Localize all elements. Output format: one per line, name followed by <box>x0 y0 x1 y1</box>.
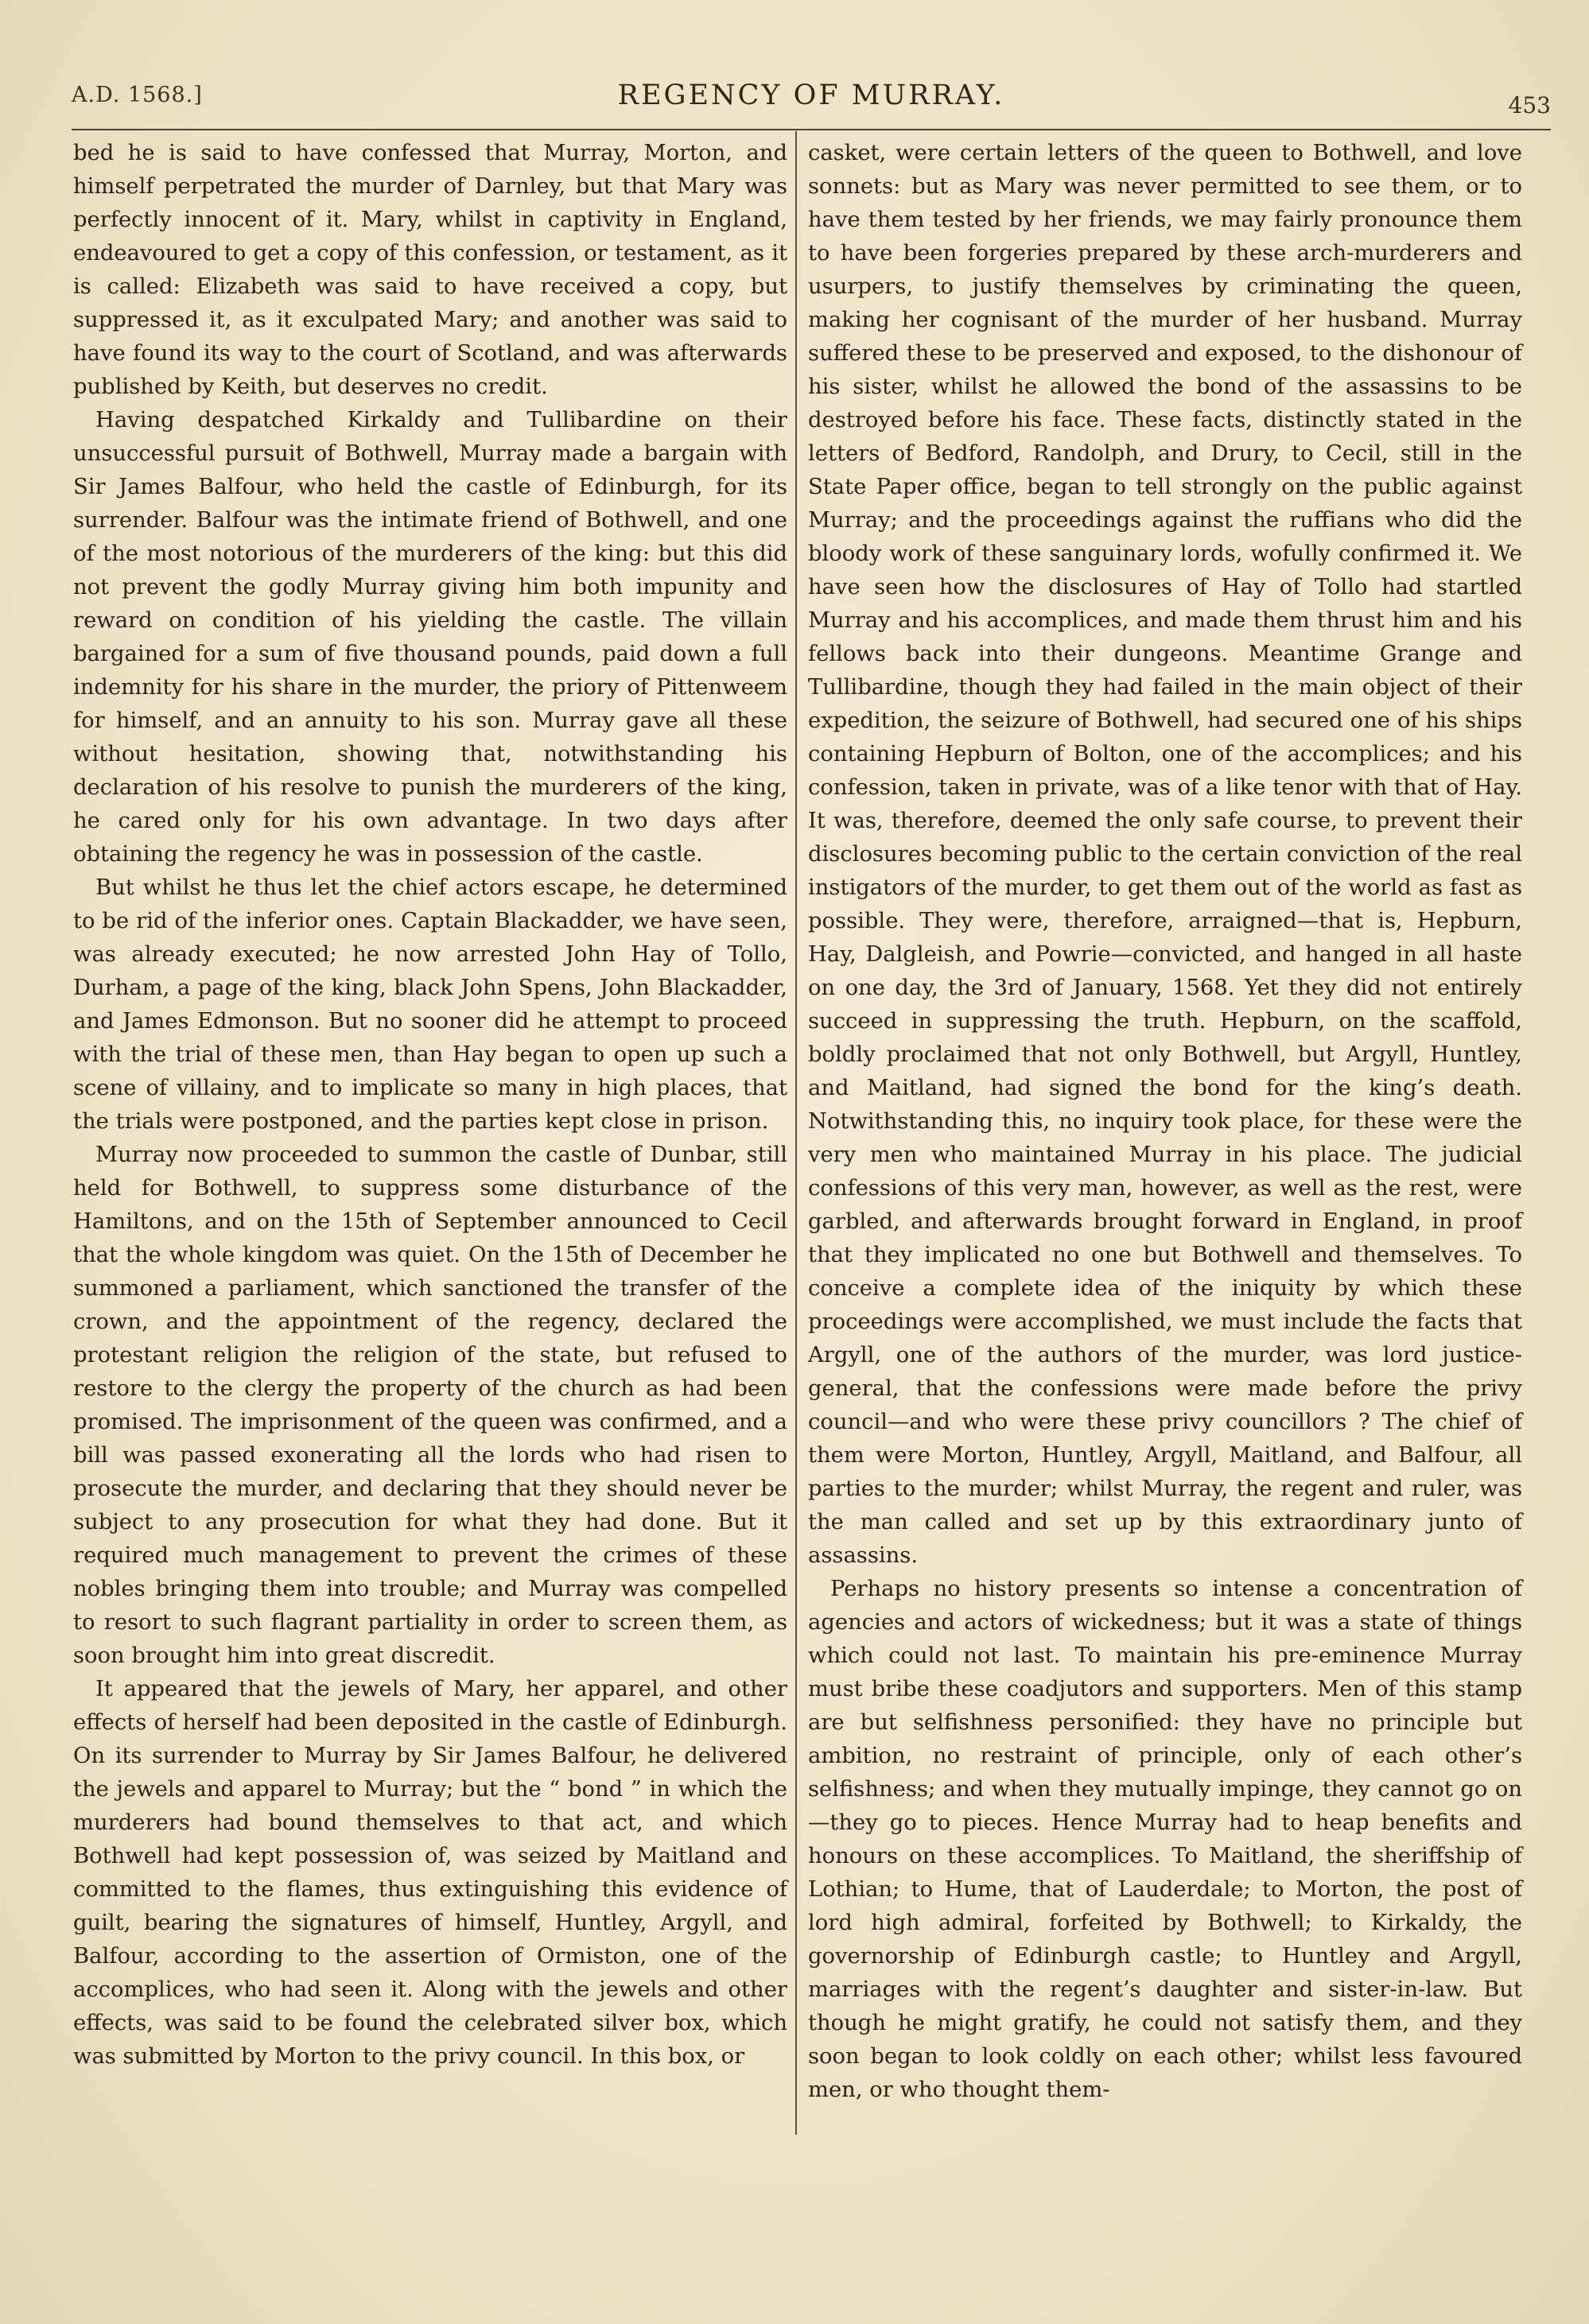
header-rule <box>72 129 1551 130</box>
header-date: A.D. 1568.] <box>72 83 203 107</box>
paragraph: Perhaps no history presents so intense a concentration of agencies and actors of wickedness; but it was a state of things which could not last. To maintain his pre-eminence Murray must bribe these coadjutors and supporters. Men of this stamp are but selfishness personified: they have no principle but ambition, no restraint of principle, only of each other’s selfishness; and when they mutually impinge, they cannot go on—they go to pieces. Hence Murray had to heap benefits and honours on these accomplices. To Maitland, the sheriffship of Lothian; to Hume, that of Lauderdale; to Morton, the post of lord high admiral, forfeited by Bothwell; to Kirkaldy, the governorship of Edinburgh castle; to Huntley and Argyll, marriages with the regent’s daughter and sister-in-law. But though he might gratify, he could not satisfy them, and they soon began to look coldly on each other; whilst less favoured men, or who thought them- <box>808 1577 1522 2102</box>
page-header <box>72 80 1551 127</box>
paragraph: Having despatched Kirkaldy and Tullibardine on their unsuccessful pursuit of Bothwell, Murray made a bargain with Sir James Balfour, who held the castle of Edinburgh, for its surrender. Balfour was the intimate friend of Bothwell, and one of the most notorious of the murderers of the king: but this did not prevent the godly Murray giving him both impunity and reward on condition of his yielding the castle. The villain bargained for a sum of five thousand pounds, paid down a full indemnity for his share in the murder, the priory of Pittenweem for himself, and an annuity to his son. Murray gave all these without hesitation, showing that, notwithstanding his declaration of his resolve to punish the murderers of the king, he cared only for his own advantage. In two days after obtaining the regency he was in possession of the castle. <box>73 408 787 867</box>
paragraph: Murray now proceeded to summon the castle of Dunbar, still held for Bothwell, to suppress some disturbance of the Hamiltons, and on the 15th of September announced to Cecil that the whole kingdom was quiet. On the 15th of December he summoned a parliament, which sanctioned the transfer of the crown, and the appointment of the regency, declared the protestant religion the religion of the state, but refused to restore to the clergy the property of the church as had been promised. The imprisonment of the queen was confirmed, and a bill was passed exonerating all the lords who had risen to prosecute the murder, and declaring that they should never be subject to any prosecution for what they had done. But it required much management to prevent the crimes of these nobles bringing them into trouble; and Murray was compelled to resort to such flagrant partiality in order to screen them, as soon brought him into great discredit. <box>73 1143 787 1668</box>
column-divider <box>795 131 797 2135</box>
left-column <box>73 137 787 2074</box>
running-title: REGENCY OF MURRAY. <box>617 80 1005 111</box>
paragraph: bed he is said to have confessed that Murray, Morton, and himself perpetrated the murder of Darnley, but that Mary was perfectly innocent of it. Mary, whilst in captivity in England, endeavoured to get a copy of this confession, or testament, as it is called: Elizabeth was said to have received a copy, but suppressed it, as it exculpated Mary; and another was said to have found its way to the court of Scotland, and was afterwards published by Keith, but deserves no credit. <box>73 141 787 399</box>
right-column <box>808 137 1522 2107</box>
paragraph: But whilst he thus let the chief actors escape, he determined to be rid of the inferior ones. Captain Blackadder, we have seen, was already executed; he now arrested John Hay of Tollo, Durham, a page of the king, black John Spens, John Blackadder, and James Edmonson. But no sooner did he attempt to proceed with the trial of these men, than Hay began to open up such a scene of villainy, and to implicate so many in high places, that the trials were postponed, and the parties kept close in prison. <box>73 875 787 1134</box>
paragraph: casket, were certain letters of the queen to Bothwell, and love sonnets: but as Mary was never permitted to see them, or to have them tested by her friends, we may fairly pronounce them to have been forgeries prepared by these arch-murderers and usurpers, to justify themselves by criminating the queen, making her cognisant of the murder of her husband. Murray suffered these to be preserved and exposed, to the dishonour of his sister, whilst he allowed the bond of the assassins to be destroyed before his face. These facts, distinctly stated in the letters of Bedford, Randolph, and Drury, to Cecil, still in the State Paper office, began to tell strongly on the public against Murray; and the proceedings against the ruffians who did the bloody work of these sanguinary lords, wofully confirmed it. We have seen how the disclosures of Hay of Tollo had startled Murray and his accomplices, and made them thrust him and his fellows back into their dungeons. Meantime Grange and Tullibardine, though they had failed in the main object of their expedition, the seizure of Bothwell, had secured one of his ships containing Hepburn of Bolton, one of the accomplices; and his confession, taken in private, was of a like tenor with that of Hay. It was, therefore, deemed the only safe course, to prevent their disclosures becoming public to the certain conviction of the real instigators of the murder, to get them out of the world as fast as possible. They were, therefore, arraigned—that is, Hepburn, Hay, Dalgleish, and Powrie—convicted, and hanged in all haste on one day, the 3rd of January, 1568. Yet they did not entirely succeed in suppressing the truth. Hepburn, on the scaffold, boldly proclaimed that not only Bothwell, but Argyll, Huntley, and Maitland, had signed the bond for the king’s death. Notwithstanding this, no inquiry took place, for these were the very men who maintained Murray in his place. The judicial confessions of this very man, however, as well as the rest, were garbled, and afterwards brought forward in England, in proof that they implicated no one but Bothwell and themselves. To conceive a complete idea of the iniquity by which these proceedings were accomplished, we must include the facts that Argyll, one of the authors of the murder, was lord justice-general, that the confessions were made before the privy council—and who were these privy councillors ? The chief of them were Morton, Huntley, Argyll, Maitland, and Balfour, all parties to the murder; whilst Murray, the regent and ruler, was the man called and set up by this extraordinary junto of assassins. <box>808 141 1522 1568</box>
paragraph: It appeared that the jewels of Mary, her apparel, and other effects of herself had been deposited in the castle of Edinburgh. On its surrender to Murray by Sir James Balfour, he delivered the jewels and apparel to Murray; but the “ bond ” in which the murderers had bound themselves to that act, and which Bothwell had kept possession of, was seized by Maitland and committed to the flames, thus extinguishing this evidence of guilt, bearing the signatures of himself, Huntley, Argyll, and Balfour, according to the assertion of Ormiston, one of the accomplices, who had seen it. Along with the jewels and other effects, was said to be found the celebrated silver box, which was submitted by Morton to the privy council. In this box, or <box>73 1677 787 2069</box>
page-number: 453 <box>1508 92 1551 118</box>
